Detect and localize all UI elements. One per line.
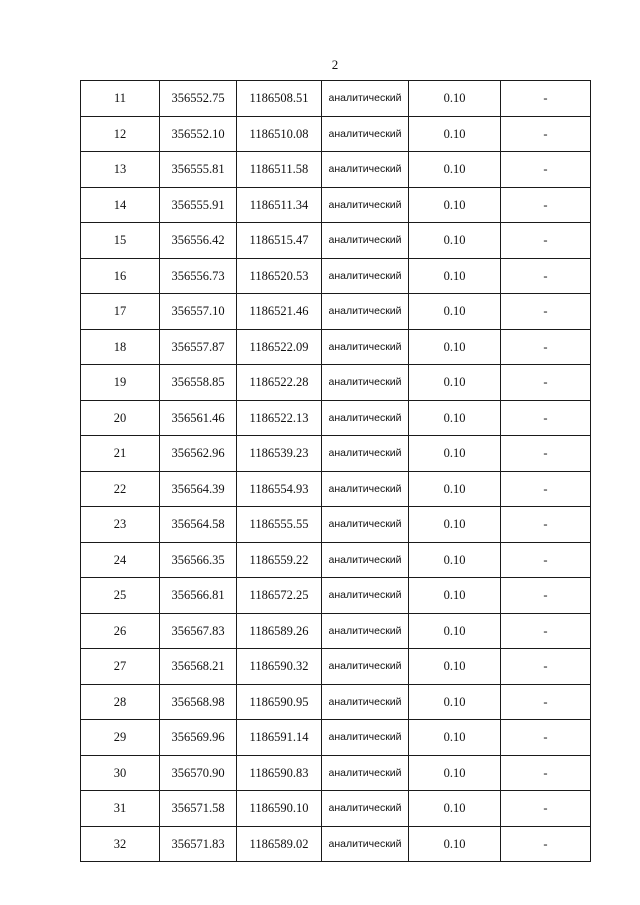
y-coordinate-cell: 1186590.10 (237, 791, 322, 827)
point-number-cell: 22 (81, 471, 160, 507)
point-number-cell: 17 (81, 294, 160, 330)
point-number-cell: 11 (81, 81, 160, 117)
note-cell: - (501, 684, 591, 720)
y-coordinate-cell: 1186510.08 (237, 116, 322, 152)
table-row (81, 329, 591, 365)
accuracy-cell: 0.10 (409, 791, 501, 827)
x-coordinate-cell: 356564.39 (160, 471, 237, 507)
accuracy-cell: 0.10 (409, 187, 501, 223)
method-cell: аналитический (322, 791, 409, 827)
method-cell: аналитический (322, 436, 409, 472)
accuracy-cell: 0.10 (409, 436, 501, 472)
method-cell: аналитический (322, 329, 409, 365)
table-row (81, 116, 591, 152)
table-row (81, 294, 591, 330)
method-cell: аналитический (322, 152, 409, 188)
accuracy-cell: 0.10 (409, 755, 501, 791)
note-cell: - (501, 258, 591, 294)
note-cell: - (501, 578, 591, 614)
accuracy-cell: 0.10 (409, 471, 501, 507)
point-number-cell: 31 (81, 791, 160, 827)
point-number-cell: 15 (81, 223, 160, 259)
accuracy-cell: 0.10 (409, 81, 501, 117)
method-cell: аналитический (322, 365, 409, 401)
point-number-cell: 27 (81, 649, 160, 685)
note-cell: - (501, 791, 591, 827)
x-coordinate-cell: 356571.83 (160, 826, 237, 862)
method-cell: аналитический (322, 507, 409, 543)
method-cell: аналитический (322, 649, 409, 685)
table-row (81, 649, 591, 685)
accuracy-cell: 0.10 (409, 649, 501, 685)
point-number-cell: 12 (81, 116, 160, 152)
point-number-cell: 13 (81, 152, 160, 188)
method-cell: аналитический (322, 258, 409, 294)
x-coordinate-cell: 356555.91 (160, 187, 237, 223)
x-coordinate-cell: 356558.85 (160, 365, 237, 401)
note-cell: - (501, 720, 591, 756)
table-row (81, 542, 591, 578)
note-cell: - (501, 542, 591, 578)
note-cell: - (501, 116, 591, 152)
y-coordinate-cell: 1186522.28 (237, 365, 322, 401)
point-number-cell: 32 (81, 826, 160, 862)
note-cell: - (501, 294, 591, 330)
note-cell: - (501, 365, 591, 401)
point-number-cell: 30 (81, 755, 160, 791)
y-coordinate-cell: 1186511.34 (237, 187, 322, 223)
point-number-cell: 28 (81, 684, 160, 720)
note-cell: - (501, 329, 591, 365)
accuracy-cell: 0.10 (409, 329, 501, 365)
x-coordinate-cell: 356557.87 (160, 329, 237, 365)
y-coordinate-cell: 1186515.47 (237, 223, 322, 259)
x-coordinate-cell: 356557.10 (160, 294, 237, 330)
table-row (81, 400, 591, 436)
table-row (81, 471, 591, 507)
accuracy-cell: 0.10 (409, 294, 501, 330)
method-cell: аналитический (322, 471, 409, 507)
point-number-cell: 29 (81, 720, 160, 756)
x-coordinate-cell: 356556.73 (160, 258, 237, 294)
x-coordinate-cell: 356556.42 (160, 223, 237, 259)
y-coordinate-cell: 1186555.55 (237, 507, 322, 543)
x-coordinate-cell: 356568.21 (160, 649, 237, 685)
note-cell: - (501, 507, 591, 543)
accuracy-cell: 0.10 (409, 258, 501, 294)
method-cell: аналитический (322, 826, 409, 862)
accuracy-cell: 0.10 (409, 223, 501, 259)
page-number: 2 (331, 57, 339, 72)
table-row (81, 578, 591, 614)
note-cell: - (501, 152, 591, 188)
note-cell: - (501, 436, 591, 472)
x-coordinate-cell: 356561.46 (160, 400, 237, 436)
table-row (81, 684, 591, 720)
x-coordinate-cell: 356567.83 (160, 613, 237, 649)
table-row (81, 223, 591, 259)
y-coordinate-cell: 1186520.53 (237, 258, 322, 294)
point-number-cell: 26 (81, 613, 160, 649)
accuracy-cell: 0.10 (409, 826, 501, 862)
x-coordinate-cell: 356566.35 (160, 542, 237, 578)
note-cell: - (501, 613, 591, 649)
note-cell: - (501, 223, 591, 259)
x-coordinate-cell: 356555.81 (160, 152, 237, 188)
table-row (81, 720, 591, 756)
point-number-cell: 16 (81, 258, 160, 294)
table-row (81, 613, 591, 649)
method-cell: аналитический (322, 294, 409, 330)
method-cell: аналитический (322, 720, 409, 756)
y-coordinate-cell: 1186590.32 (237, 649, 322, 685)
y-coordinate-cell: 1186511.58 (237, 152, 322, 188)
point-number-cell: 23 (81, 507, 160, 543)
method-cell: аналитический (322, 81, 409, 117)
y-coordinate-cell: 1186521.46 (237, 294, 322, 330)
accuracy-cell: 0.10 (409, 542, 501, 578)
point-number-cell: 21 (81, 436, 160, 472)
x-coordinate-cell: 356570.90 (160, 755, 237, 791)
note-cell: - (501, 81, 591, 117)
accuracy-cell: 0.10 (409, 116, 501, 152)
x-coordinate-cell: 356552.10 (160, 116, 237, 152)
point-number-cell: 18 (81, 329, 160, 365)
accuracy-cell: 0.10 (409, 578, 501, 614)
method-cell: аналитический (322, 613, 409, 649)
note-cell: - (501, 400, 591, 436)
y-coordinate-cell: 1186554.93 (237, 471, 322, 507)
y-coordinate-cell: 1186590.83 (237, 755, 322, 791)
y-coordinate-cell: 1186522.09 (237, 329, 322, 365)
point-number-cell: 20 (81, 400, 160, 436)
y-coordinate-cell: 1186589.26 (237, 613, 322, 649)
table-row (81, 436, 591, 472)
y-coordinate-cell: 1186590.95 (237, 684, 322, 720)
method-cell: аналитический (322, 684, 409, 720)
table-row (81, 791, 591, 827)
x-coordinate-cell: 356568.98 (160, 684, 237, 720)
point-number-cell: 25 (81, 578, 160, 614)
table-row (81, 187, 591, 223)
note-cell: - (501, 187, 591, 223)
accuracy-cell: 0.10 (409, 720, 501, 756)
note-cell: - (501, 471, 591, 507)
x-coordinate-cell: 356564.58 (160, 507, 237, 543)
x-coordinate-cell: 356571.58 (160, 791, 237, 827)
x-coordinate-cell: 356552.75 (160, 81, 237, 117)
note-cell: - (501, 826, 591, 862)
y-coordinate-cell: 1186508.51 (237, 81, 322, 117)
note-cell: - (501, 755, 591, 791)
accuracy-cell: 0.10 (409, 152, 501, 188)
y-coordinate-cell: 1186559.22 (237, 542, 322, 578)
table-row (81, 755, 591, 791)
accuracy-cell: 0.10 (409, 400, 501, 436)
method-cell: аналитический (322, 755, 409, 791)
y-coordinate-cell: 1186572.25 (237, 578, 322, 614)
method-cell: аналитический (322, 578, 409, 614)
x-coordinate-cell: 356562.96 (160, 436, 237, 472)
coordinates-table-body (81, 81, 591, 862)
method-cell: аналитический (322, 116, 409, 152)
method-cell: аналитический (322, 223, 409, 259)
point-number-cell: 24 (81, 542, 160, 578)
accuracy-cell: 0.10 (409, 507, 501, 543)
accuracy-cell: 0.10 (409, 613, 501, 649)
x-coordinate-cell: 356569.96 (160, 720, 237, 756)
point-number-cell: 19 (81, 365, 160, 401)
y-coordinate-cell: 1186539.23 (237, 436, 322, 472)
table-row (81, 81, 591, 117)
table-row (81, 258, 591, 294)
method-cell: аналитический (322, 400, 409, 436)
method-cell: аналитический (322, 542, 409, 578)
x-coordinate-cell: 356566.81 (160, 578, 237, 614)
table-row (81, 365, 591, 401)
method-cell: аналитический (322, 187, 409, 223)
accuracy-cell: 0.10 (409, 365, 501, 401)
note-cell: - (501, 649, 591, 685)
point-number-cell: 14 (81, 187, 160, 223)
table-row (81, 507, 591, 543)
y-coordinate-cell: 1186522.13 (237, 400, 322, 436)
accuracy-cell: 0.10 (409, 684, 501, 720)
table-row (81, 152, 591, 188)
coordinates-table (80, 80, 591, 862)
table-row (81, 826, 591, 862)
y-coordinate-cell: 1186591.14 (237, 720, 322, 756)
y-coordinate-cell: 1186589.02 (237, 826, 322, 862)
